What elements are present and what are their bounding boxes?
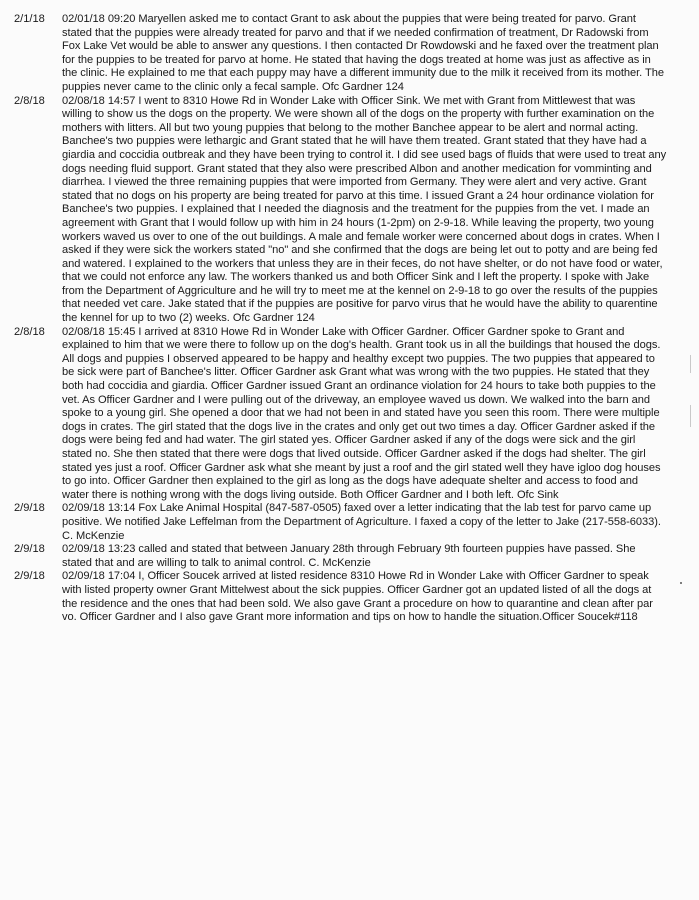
log-entry	[14, 502, 674, 543]
scan-edge-mark	[690, 355, 691, 373]
log-entry	[14, 13, 674, 95]
entry-date: 2/1/18	[14, 13, 45, 25]
log-entry	[14, 543, 674, 570]
log-entry	[14, 95, 674, 326]
entry-text: 02/09/18 13:23 called and stated that between January 28th through February 9th fourteen puppies have passed. She stated that and are willing to talk to animal control. C. McKenzie	[62, 543, 636, 569]
entry-date: 2/8/18	[14, 325, 45, 338]
entry-text: 02/09/18 17:04 I, Officer Soucek arrived at listed residence 8310 Howe Rd in Wonder Lake with Officer Gardner to speak with listed property owner Grant Mittelwest about the sick puppies. Officer Gardner got an updated listed of all the dogs at the residence and the ones that had been sold. We also gave Grant a procedure on how to quarantine and clean after par vo. Officer Gardner and I also gave Grant more information and tips on how to handle the situation.Officer Soucek#118	[62, 570, 653, 624]
log-entries	[14, 13, 674, 625]
log-entry	[14, 326, 674, 503]
entry-date: 2/9/18	[14, 570, 45, 583]
entry-date: 2/9/18	[14, 502, 45, 515]
scan-speck	[680, 582, 682, 584]
scan-edge-mark	[690, 405, 691, 427]
entry-text: 02/08/18 14:57 I went to 8310 Howe Rd in Wonder Lake with Officer Sink. We met with Grant from Mittlewest that was willing to show us the dogs on the property. We were shown all of the dogs on the property with further examination on the mothers with litters. All but two young puppies that belong to the mother Banchee appear to be alert and normal acting. Banchee's two puppies were lethargic and Grant stated that he will have them treated. Grant stated that they have had a giardia and coccidia outbreak and they have been trying to control it. I did see used bags of fluids that were used to treat any dogs needing fluid support. Grant stated that they also were prescribed Albon and another medication for vomminting and diarrhea. I viewed the three remaining puppies that were imported from Germany. They were alert and very active. Grant stated that no dogs on his property are being treated for parvo at this time. I issued Grant a 24 hour ordinance violation for Banchee's two puppies. I explained that I needed the diagnosis and the treatment for the puppies from the vet. I made an agreement with Grant that I would follow up with him in 24 hours (1-2pm) on 2-9-18. While leaving the property, two young workers waved us over to one of the out buildings. A male and female worker were concerned about dogs in crates. When I asked if they were sick the workers stated "no" and she confirmed that the dogs are being let out to potty and are being fed and watered. I explained to the workers that unless they are in their feces, do not have shelter, or do not have food or water, that we could not enforce any law. The workers thanked us and both Officer Sink and I left the property. I spoke with Jake from the Department of Aggriculture and he will try to meet me at the kennel on 2-9-18 to go over the results of the puppies that needed vet care. Jake stated that if the puppies are positive for parvo virus that he would have the ability to quarentine the kennel for up to two (2) weeks. Ofc Gardner 124	[62, 94, 667, 325]
entry-date: 2/8/18	[14, 94, 45, 107]
log-entry	[14, 570, 674, 624]
entry-text: 02/08/18 15:45 I arrived at 8310 Howe Rd in Wonder Lake with Officer Gardner. Officer Gardner spoke to Grant and explained to him that we were there to follow up on the dog's health. Grant took us in all the buildings that housed the dogs. All dogs and puppies I observed appeared to be happy and healthy except two puppies. The two puppies that appeared to be sick were part of Banchee's litter. Officer Gardner ask Grant what was wrong with the two puppies. He stated that they both had coccidia and giardia. Officer Gardner issued Grant an ordinance violation for 24 hours to take both puppies to the vet. As Officer Gardner and I were pulling out of the driveway, an employee waved us down. We walked into the barn and spoke to a young girl. She opened a door that we had not been in and stated have you seen this room. There were multiple dogs in crates. The girl stated that the dogs live in the crates and only get out two times a day. Officer Gardner asked if the dogs were being fed and had water. The girl stated yes. Officer Gardner asked if any of the dogs were sick and the girl stated no. She then stated that there were dogs that lived outside. Officer Gardner asked if the dogs had shelter. The girl stated yes just a roof. Officer Gardner ask what she meant by just a roof and the girl stated well they have igloo dog houses to go into. Officer Gardner then explained to the girl as long as the dogs have adequate shelter and access to food and water there is nothing wrong with the dogs living outside. Both Officer Gardner and I both left. Ofc Sink	[62, 325, 661, 501]
entry-date: 2/9/18	[14, 543, 45, 556]
entry-text: 02/09/18 13:14 Fox Lake Animal Hospital (847-587-0505) faxed over a letter indicating that the lab test for parvo came up positive. We notified Jake Leffelman from the Department of Agriculture. I faxed a copy of the letter to Jake (217-558-6033). C. McKenzie	[62, 502, 661, 542]
entry-text: 02/01/18 09:20 Maryellen asked me to contact Grant to ask about the puppies that were being treated for parvo. Grant stated that the puppies were already treated for parvo and that if we needed confirmation of treatment, Dr Radowski from Fox Lake Vet would be able to answer any questions. I then contacted Dr Rowdowski and he faxed over the treatment plan for the puppies to be treated for parvo at home. He stated that having the dogs treated at home was just as affective as in the clinic. He explained to me that each puppy may have a different immunity due to the milk it received from its mother. The puppies never came to the clinic only a fecal sample. Ofc Gardner 124	[62, 13, 664, 93]
